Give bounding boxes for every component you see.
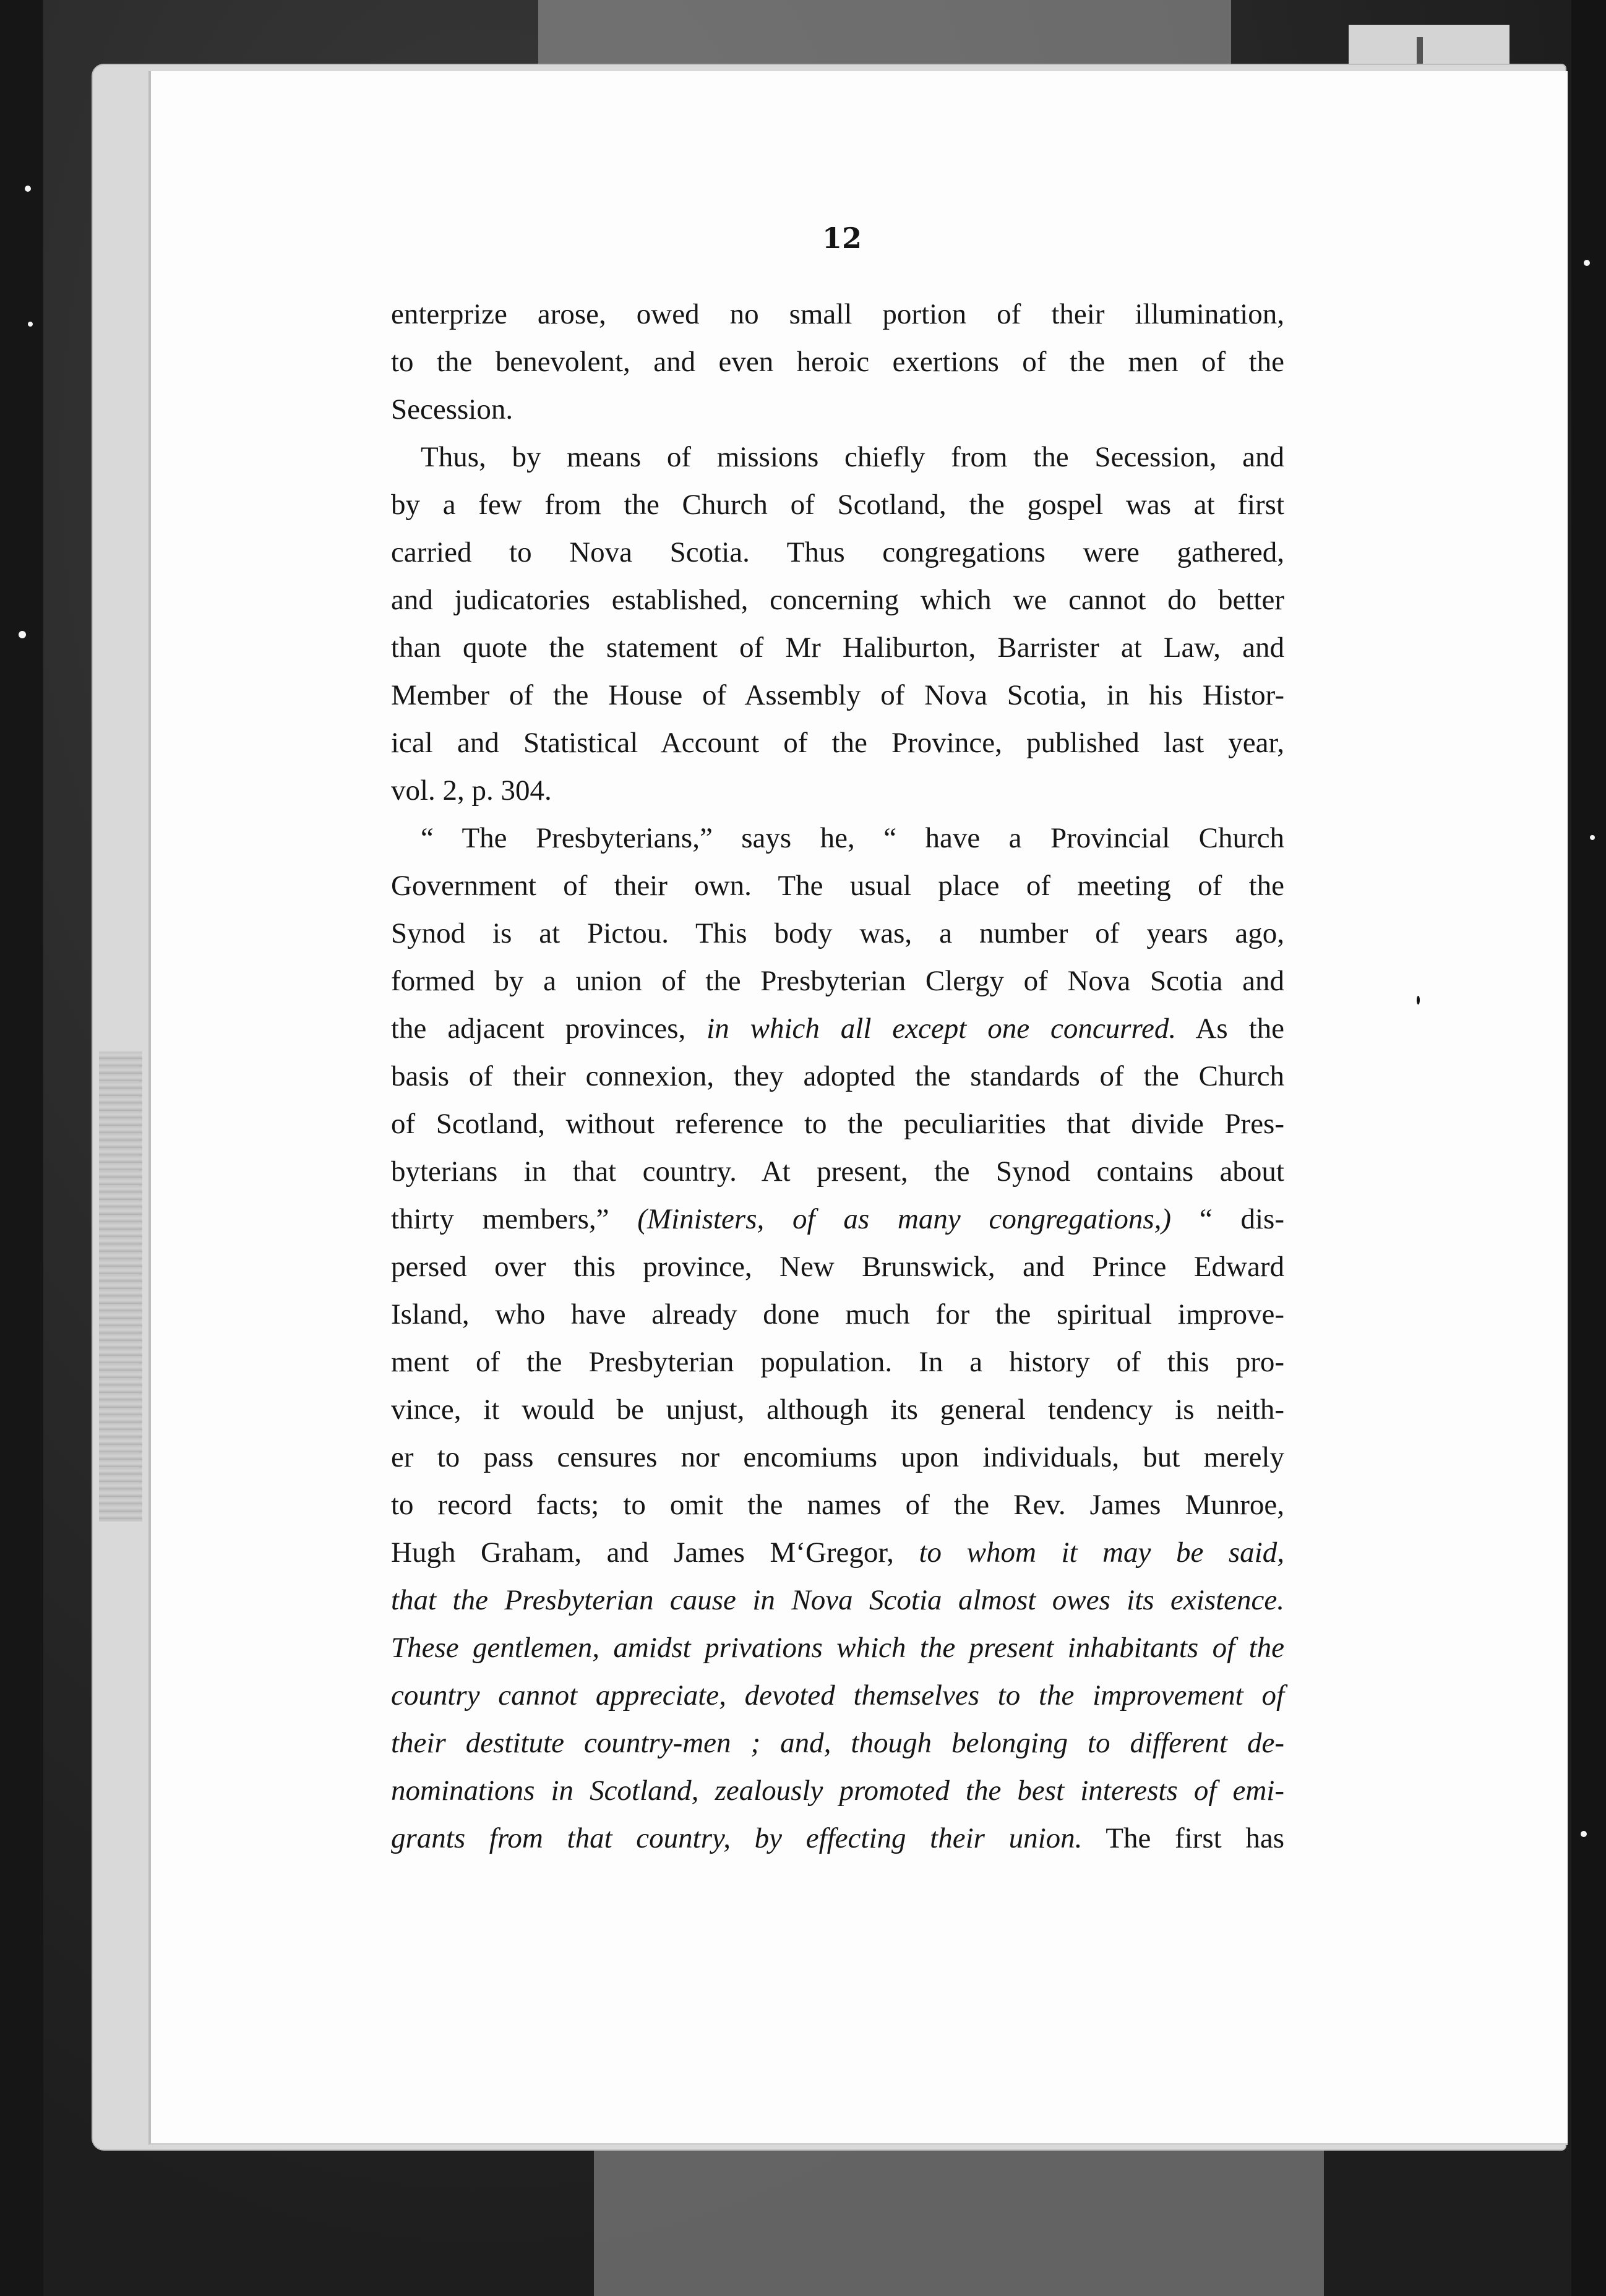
scanner-background-top (538, 0, 1231, 74)
text-segment: Government of their own. The usual place of meeting of the (391, 870, 1284, 902)
text-line (391, 1815, 1284, 1862)
text-segment: thirty members,” (391, 1203, 638, 1235)
text-segment: “ dis- (1171, 1203, 1284, 1235)
text-line (391, 1196, 1284, 1243)
scanner-background-bottom (594, 2140, 1324, 2296)
text-segment: Member of the House of Assembly of Nova Scotia, in his Histor- (391, 679, 1284, 711)
text-line (391, 624, 1284, 672)
text-line (391, 529, 1284, 576)
text-segment: Thus, by means of missions chiefly from the Secession, and (421, 441, 1284, 473)
text-segment: Island, who have already done much for the spiritual improve- (391, 1298, 1284, 1330)
italic-text: their destitute country-men ; and, though belonging to different de- (391, 1727, 1284, 1759)
text-line (391, 1767, 1284, 1815)
scan-speck (28, 322, 33, 327)
text-line (391, 1434, 1284, 1481)
text-segment: Synod is at Pictou. This body was, a number of years ago, (391, 917, 1284, 949)
text-line (391, 719, 1284, 767)
text-segment: The first has (1082, 1822, 1284, 1854)
text-segment: to record facts; to omit the names of the Rev. James Munroe, (391, 1489, 1284, 1521)
text-segment: the adjacent provinces, (391, 1013, 707, 1045)
scan-speck (25, 186, 31, 192)
text-segment: ment of the Presbyterian population. In a history of this pro- (391, 1346, 1284, 1378)
scan-speck (19, 631, 26, 638)
text-segment: byterians in that country. At present, the Synod contains about (391, 1155, 1284, 1188)
text-segment: ical and Statistical Account of the Province, published last year, (391, 727, 1284, 759)
text-segment: of Scotland, without reference to the peculiarities that divide Pres- (391, 1108, 1284, 1140)
text-segment: vince, it would be unjust, although its general tendency is neith- (391, 1394, 1284, 1426)
text-segment: carried to Nova Scotia. Thus congregations were gathered, (391, 536, 1284, 568)
text-line (391, 957, 1284, 1005)
text-segment: formed by a union of the Presbyterian Clergy of Nova Scotia and (391, 965, 1284, 997)
italic-text: to whom it may be said, (919, 1536, 1284, 1569)
text-segment: and judicatories established, concerning which we cannot do better (391, 584, 1284, 616)
scan-speck (1417, 996, 1420, 1004)
text-line (391, 767, 1284, 815)
text-segment: enterprize arose, owed no small portion of their illumination, (391, 298, 1284, 330)
text-line (391, 1005, 1284, 1053)
text-line (391, 1577, 1284, 1624)
text-line (391, 1481, 1284, 1529)
text-line (391, 672, 1284, 719)
text-segment: er to pass censures nor encomiums upon individuals, but merely (391, 1441, 1284, 1473)
text-line (391, 1243, 1284, 1291)
text-line (391, 434, 1284, 481)
page-edge-stack (99, 1052, 142, 1522)
italic-text: in which all except one concurred. (706, 1013, 1177, 1045)
text-line (391, 815, 1284, 862)
italic-text: nominations in Scotland, zealously promoted the best interests of emi- (391, 1775, 1284, 1807)
text-line (391, 338, 1284, 386)
text-line (391, 1529, 1284, 1577)
italic-text: country cannot appreciate, devoted themselves to the improvement of (391, 1679, 1284, 1711)
text-segment: by a few from the Church of Scotland, the gospel was at first (391, 489, 1284, 521)
body-text (391, 291, 1284, 1862)
text-line (391, 386, 1284, 434)
scanner-edge-left (0, 0, 43, 2296)
text-segment: than quote the statement of Mr Haliburton, Barrister at Law, and (391, 632, 1284, 664)
page-number: 12 (822, 221, 862, 255)
italic-text: These gentlemen, amidst privations which the present inhabitants of the (391, 1632, 1284, 1664)
text-line (391, 1672, 1284, 1720)
text-line (391, 1386, 1284, 1434)
text-line (391, 1053, 1284, 1100)
text-segment: basis of their connexion, they adopted the standards of the Church (391, 1060, 1284, 1092)
text-line (391, 1148, 1284, 1196)
text-line (391, 1339, 1284, 1386)
text-segment: “ The Presbyterians,” says he, “ have a Provincial Church (421, 822, 1284, 854)
text-line (391, 291, 1284, 338)
text-line (391, 1291, 1284, 1339)
text-segment: vol. 2, p. 304. (391, 774, 552, 807)
text-line (391, 862, 1284, 910)
text-line (391, 1720, 1284, 1767)
text-segment: Secession. (391, 393, 513, 426)
scan-speck (1590, 835, 1595, 840)
text-line (391, 481, 1284, 529)
scan-speck (1584, 260, 1590, 266)
text-line (391, 910, 1284, 957)
italic-text: grants from that country, by effecting their union. (391, 1822, 1083, 1854)
text-segment: to the benevolent, and even heroic exertions of the men of the (391, 346, 1284, 378)
scan-speck (1581, 1831, 1587, 1837)
text-segment: persed over this province, New Brunswick, and Prince Edward (391, 1251, 1284, 1283)
text-segment: As the (1176, 1013, 1284, 1045)
text-line (391, 1624, 1284, 1672)
scanner-edge-right (1571, 0, 1606, 2296)
text-line (391, 576, 1284, 624)
text-line (391, 1100, 1284, 1148)
text-segment: Hugh Graham, and James M‘Gregor, (391, 1536, 919, 1569)
italic-text: (Ministers, of as many congregations,) (637, 1203, 1172, 1235)
italic-text: that the Presbyterian cause in Nova Scotia almost owes its existence. (391, 1584, 1284, 1616)
